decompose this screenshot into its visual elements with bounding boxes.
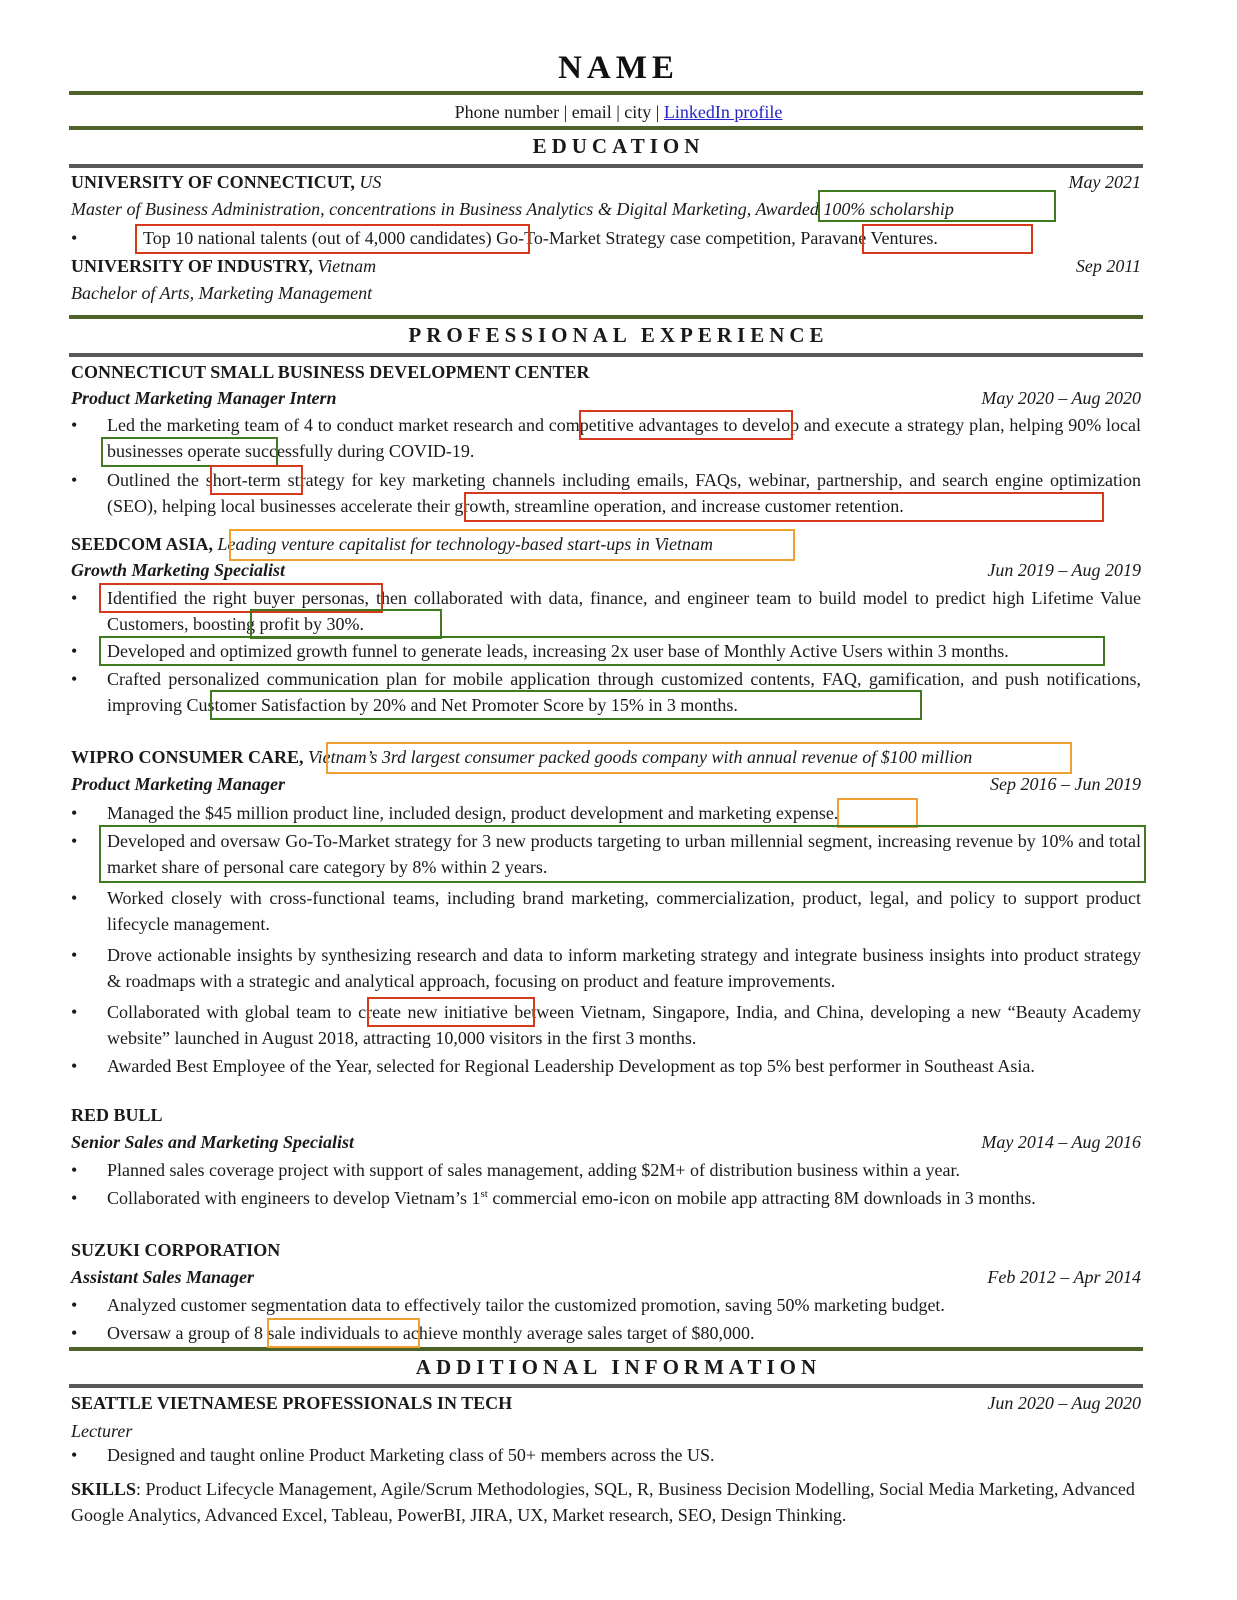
linkedin-link[interactable]: LinkedIn profile: [663, 102, 783, 122]
degree: Master of Business Administration, concentrations in Business Analytics & Digital Marketing,: [71, 199, 752, 219]
bullet-text: Oversaw a group of 8 sale individuals to achieve monthly average sales target of $80,000.: [107, 1323, 755, 1343]
bullet-icon: •: [71, 641, 78, 661]
education-date: May 2021: [1068, 172, 1141, 192]
bullet-icon: •: [71, 888, 78, 908]
contact-line: [0, 102, 1237, 123]
bullet-icon: •: [71, 1056, 78, 1076]
bullet-text: commercial emo-icon on mobile app attracting 8M downloads in 3 months.: [487, 1188, 1036, 1208]
company-name: CONNECTICUT SMALL BUSINESS DEVELOPMENT CENTER: [71, 362, 590, 382]
degree: Bachelor of Arts, Marketing Management: [71, 283, 373, 303]
bullet-text: Managed the $45 million product line, included design, product development and marketing expense.: [107, 803, 839, 823]
job-date: May 2014 – Aug 2016: [981, 1132, 1141, 1152]
bullet-icon: •: [71, 945, 78, 965]
bullet-text: Outlined the short-term strategy for key marketing channels including emails, FAQs, webinar, partnership, and search engine optimization (SEO), helping local businesses accelerate their growth, streamline operation, and increase customer retention.: [107, 470, 1141, 516]
bullet-icon: •: [71, 803, 78, 823]
bullet-icon: •: [71, 1445, 78, 1465]
org-row: [71, 1390, 1141, 1416]
company-row: [71, 531, 1141, 557]
section-title-experience: PROFESSIONAL EXPERIENCE: [408, 323, 829, 347]
bullet-text: Awarded Best Employee of the Year, selected for Regional Leadership Development as top 5% best performer in Southeast Asia.: [107, 1056, 1035, 1076]
award: Awarded 100% scholarship: [755, 199, 954, 219]
education-date: Sep 2011: [1075, 256, 1141, 276]
education-entry: [71, 169, 1141, 195]
bullet-text: Identified the right buyer personas, then collaborated with data, finance, and engineer team to build model to predict high Lifetime Value Customers, boosting profit by 30%.: [107, 588, 1141, 634]
bullet-text: Collaborated with engineers to develop Vietnam’s 1: [107, 1188, 481, 1208]
skills-label: SKILLS: [71, 1479, 137, 1499]
bullet-text: Designed and taught online Product Marketing class of 50+ members across the US.: [107, 1445, 715, 1465]
divider: [69, 315, 1143, 319]
bullet-icon: •: [71, 228, 78, 248]
job-title-row: [71, 1264, 1141, 1290]
job-title: Product Marketing Manager Intern: [71, 388, 337, 408]
bullet-text: Paravane Ventures.: [800, 228, 938, 248]
job-title-row: [71, 385, 1141, 411]
contact-info: Phone number | email | city |: [454, 102, 664, 122]
bullet-icon: •: [71, 1295, 78, 1315]
job-title-row: [71, 557, 1141, 583]
divider: [69, 353, 1143, 357]
section-title-additional: ADDITIONAL INFORMATION: [415, 1355, 822, 1379]
job-title: Product Marketing Manager: [71, 774, 286, 794]
company-name: RED BULL: [71, 1105, 163, 1125]
company-name: WIPRO CONSUMER CARE,: [71, 747, 304, 767]
bullet-icon: •: [71, 1002, 78, 1022]
bullet-text: Developed and oversaw Go-To-Market strategy for 3 new products targeting to urban millennial segment, increasing revenue by 10% and total market share of personal care category by 8% within 2 years.: [107, 831, 1141, 877]
school-location: US: [359, 172, 382, 192]
bullet-icon: •: [71, 415, 78, 435]
bullet-icon: •: [71, 669, 78, 689]
job-date: Feb 2012 – Apr 2014: [987, 1267, 1141, 1287]
divider: [69, 164, 1143, 168]
education-entry: [71, 253, 1141, 279]
job-date: Sep 2016 – Jun 2019: [990, 774, 1141, 794]
bullet-icon: •: [71, 831, 78, 851]
bullet-text: Planned sales coverage project with support of sales management, adding $2M+ of distribution business within a year.: [107, 1160, 960, 1180]
bullet-text: Collaborated with global team to create new initiative between Vietnam, Singapore, India, and China, developing a new “Beauty Academy website” launched in August 2018, attracting 10,000 visitors in the first 3 months.: [107, 1002, 1141, 1048]
school-location: Vietnam: [317, 256, 377, 276]
job-date: Jun 2019 – Aug 2019: [987, 560, 1141, 580]
bullet-text: Go-To-Market Strategy case competition,: [491, 228, 801, 248]
bullet-icon: •: [71, 1323, 78, 1343]
bullet-icon: •: [71, 1188, 78, 1208]
bullet-icon: •: [71, 588, 78, 608]
bullet-text: Developed and optimized growth funnel to generate leads, increasing 2x user base of Monthly Active Users within 3 months.: [107, 641, 1009, 661]
superscript: st: [480, 1188, 488, 1200]
bullet-icon: •: [71, 470, 78, 490]
company-row: [71, 744, 1141, 770]
divider: [69, 1347, 1143, 1351]
bullet-text: Crafted personalized communication plan for mobile application through customized contents, FAQ, gamification, and push notifications, improving Customer Satisfaction by 20% and Net Promoter Score by 15% in 3 months.: [107, 669, 1141, 715]
job-title: Senior Sales and Marketing Specialist: [71, 1132, 355, 1152]
divider: [69, 1384, 1143, 1388]
divider: [69, 91, 1143, 95]
job-date: May 2020 – Aug 2020: [981, 388, 1141, 408]
skills-list: : Product Lifecycle Management, Agile/Scrum Methodologies, SQL, R, Business Decision Modelling, Social Media Marketing, Advanced Google Analytics, Advanced Excel, Tableau, PowerBI, JIRA, UX, Market research, SEO, Design Thinking.: [71, 1479, 1135, 1525]
org-date: Jun 2020 – Aug 2020: [987, 1393, 1141, 1413]
job-title-row: [71, 771, 1141, 797]
resume-name: NAME: [558, 50, 679, 86]
company-name: SEEDCOM ASIA,: [71, 534, 214, 554]
section-title-education: EDUCATION: [532, 134, 705, 158]
job-title-row: [71, 1129, 1141, 1155]
bullet-text: Worked closely with cross-functional teams, including brand marketing, commercialization, product, legal, and policy to support product lifecycle management.: [107, 888, 1141, 934]
school-name: UNIVERSITY OF INDUSTRY,: [71, 256, 313, 276]
org-name: SEATTLE VIETNAMESE PROFESSIONALS IN TECH: [71, 1393, 513, 1413]
company-tagline: Leading venture capitalist for technology-based start-ups in Vietnam: [217, 534, 713, 554]
degree-line: [71, 196, 1141, 222]
company-name: SUZUKI CORPORATION: [71, 1240, 281, 1260]
bullet-text: Top 10 national talents (out of 4,000 candidates): [143, 228, 492, 248]
school-name: UNIVERSITY OF CONNECTICUT,: [71, 172, 355, 192]
bullet-text: Analyzed customer segmentation data to effectively tailor the customized promotion, saving 50% marketing budget.: [107, 1295, 945, 1315]
company-tagline: Vietnam’s 3rd largest consumer packed goods company with annual revenue of $100 million: [308, 747, 973, 767]
bullet-icon: •: [71, 1160, 78, 1180]
bullet-text: Led the marketing team of 4 to conduct market research and competitive advantages to develop and execute a strategy plan, helping 90% local businesses operate successfully during COVID-19.: [107, 415, 1141, 461]
divider: [69, 126, 1143, 130]
job-title: Growth Marketing Specialist: [71, 560, 286, 580]
org-role: Lecturer: [71, 1421, 133, 1441]
job-title: Assistant Sales Manager: [71, 1267, 255, 1287]
bullet-text: Drove actionable insights by synthesizing research and data to inform marketing strategy and integrate business insights into product strategy & roadmaps with a strategic and analytical approach, focusing on product and feature improvements.: [107, 945, 1141, 991]
